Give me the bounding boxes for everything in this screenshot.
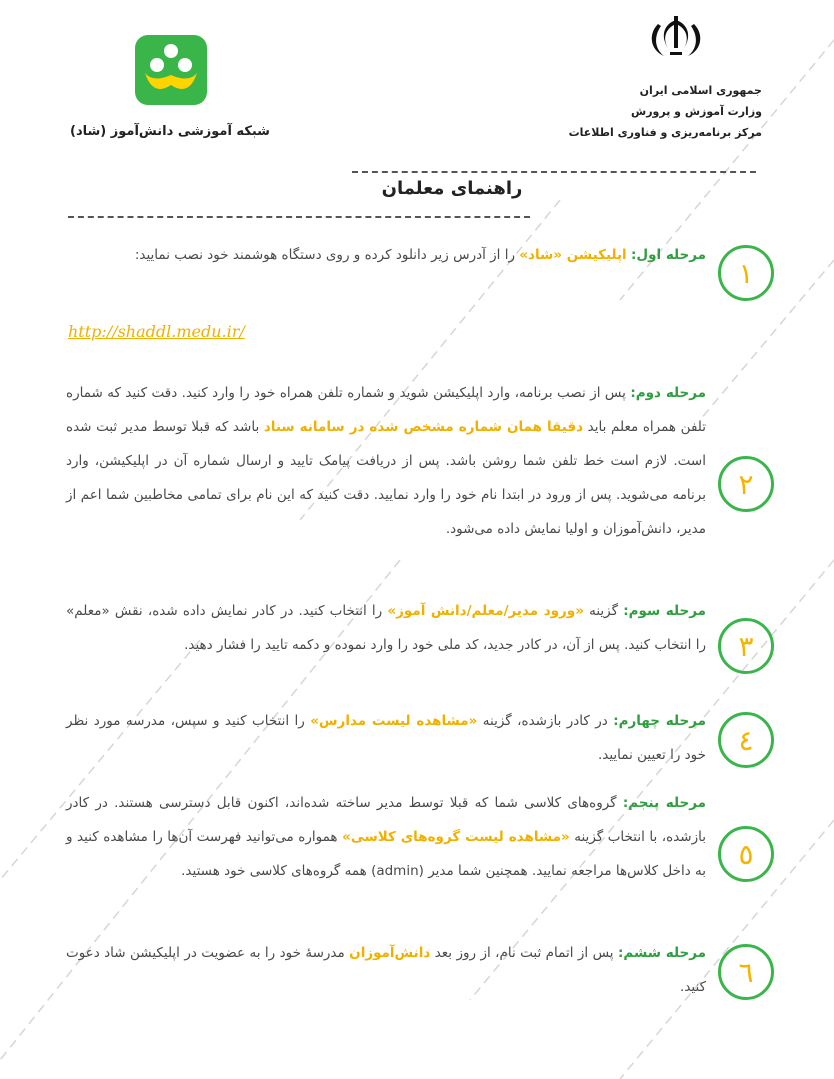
step-4-text-a: در کادر بازشده، گزینه bbox=[477, 713, 614, 729]
step-1-text-b: را از آدرس زیر دانلود کرده و روی دستگاه هوشمند خود نصب نمایید: bbox=[134, 247, 520, 263]
step-3-text-a: گزینه bbox=[583, 603, 624, 619]
title-divider-bottom bbox=[68, 216, 530, 218]
shad-logo bbox=[135, 35, 207, 105]
step-3-highlight: «ورود مدیر/معلم/دانش آموز» bbox=[387, 603, 584, 619]
ministry-header bbox=[532, 80, 762, 143]
step-6-label: مرحله ششم: bbox=[617, 945, 706, 961]
step-2-text-a: پس از نصب برنامه، وارد اپلیکیشن شوید و شماره تلفن همراه خود را وارد کنید. دقت کنید که شماره تلفن همراه معلم باید bbox=[66, 385, 706, 435]
step-5-text-b: همواره می‌توانید فهرست آن‌ها را مشاهده کنید و به داخل کلاس‌ها مراجعه نمایید. همچنین شما مدیر (admin) همه گروه‌های کلاسی خود هستید. bbox=[66, 829, 706, 879]
step-6-text bbox=[66, 936, 706, 1004]
step-number-6: ٦ bbox=[718, 944, 774, 1000]
step-3-text-b: را انتخاب کنید. در کادر نمایش داده شده، نقش «معلم» را انتخاب کنید. پس از آن، در کادر جدید، کد ملی خود را وارد نموده و دکمه تایید را فشار دهید. bbox=[66, 603, 706, 653]
ministry-line-country: جمهوری اسلامی ایران bbox=[639, 84, 762, 97]
step-2-highlight: دقیقا همان شماره مشخص شده در سامانه سناد bbox=[263, 419, 584, 435]
step-1-highlight: اپلیکیشن «شاد» bbox=[519, 247, 627, 263]
shad-logo-icon bbox=[135, 35, 207, 105]
ministry-line-center: مرکز برنامه‌ریزی و فناوری اطلاعات bbox=[568, 126, 762, 139]
step-4-text-b: را انتخاب کنید و سپس، مدرسه مورد نظر خود را تعیین نمایید. bbox=[66, 713, 706, 763]
page-title: راهنمای معلمان bbox=[381, 178, 523, 199]
step-3-text bbox=[66, 594, 706, 662]
step-5-highlight: «مشاهده لیست گروه‌های کلاسی» bbox=[342, 829, 570, 845]
step-5-label: مرحله پنجم: bbox=[622, 795, 706, 811]
step-5-text bbox=[66, 786, 706, 888]
step-1-label: مرحله اول: bbox=[630, 247, 706, 263]
ministry-line-ministry: وزارت آموزش و پرورش bbox=[631, 105, 762, 118]
download-link[interactable]: http://shaddl.medu.ir/ bbox=[68, 322, 245, 341]
step-1-text bbox=[66, 238, 706, 272]
step-6-highlight: دانش‌آموزان bbox=[349, 945, 431, 961]
iran-emblem-icon bbox=[648, 14, 704, 62]
step-4-text bbox=[66, 704, 706, 772]
title-divider-top bbox=[352, 171, 756, 173]
step-number-1: ١ bbox=[718, 245, 774, 301]
step-6-text-b: مدرسهٔ خود را به عضویت در اپلیکیشن شاد دعوت کنید. bbox=[66, 945, 706, 995]
step-2-label: مرحله دوم: bbox=[630, 385, 706, 401]
step-2-text-b: باشد که قبلا توسط مدیر ثبت شده است. لازم است خط تلفن شما روشن باشد. پس از دریافت پیامک تایید و ارسال شماره آن در اپلیکیشن، وارد برنامه می‌شوید. پس از ورود در ابتدا نام خود را وارد نمایید. دقت کنید که این نام برای تمامی مخاطبین شما اعم از مدیر، دانش‌آموزان و اولیا نمایش داده می‌شود. bbox=[66, 419, 706, 537]
step-number-5: ٥ bbox=[718, 826, 774, 882]
step-number-2: ٢ bbox=[718, 456, 774, 512]
step-5-text-a: گروه‌های کلاسی شما که قبلا توسط مدیر ساخته شده‌اند، اکنون قابل دسترسی هستند. در کادر بازشده، با انتخاب گزینه bbox=[66, 795, 706, 845]
logo-caption: شبکه آموزشی دانش‌آموز (شاد) bbox=[70, 124, 270, 139]
step-number-3: ٣ bbox=[718, 618, 774, 674]
step-2-text bbox=[66, 376, 706, 546]
step-4-label: مرحله چهارم: bbox=[613, 713, 706, 729]
step-number-4: ٤ bbox=[718, 712, 774, 768]
step-3-label: مرحله سوم: bbox=[623, 603, 706, 619]
step-4-highlight: «مشاهده لیست مدارس» bbox=[310, 713, 478, 729]
step-6-text-a: پس از اتمام ثبت نام، از روز بعد bbox=[430, 945, 618, 961]
